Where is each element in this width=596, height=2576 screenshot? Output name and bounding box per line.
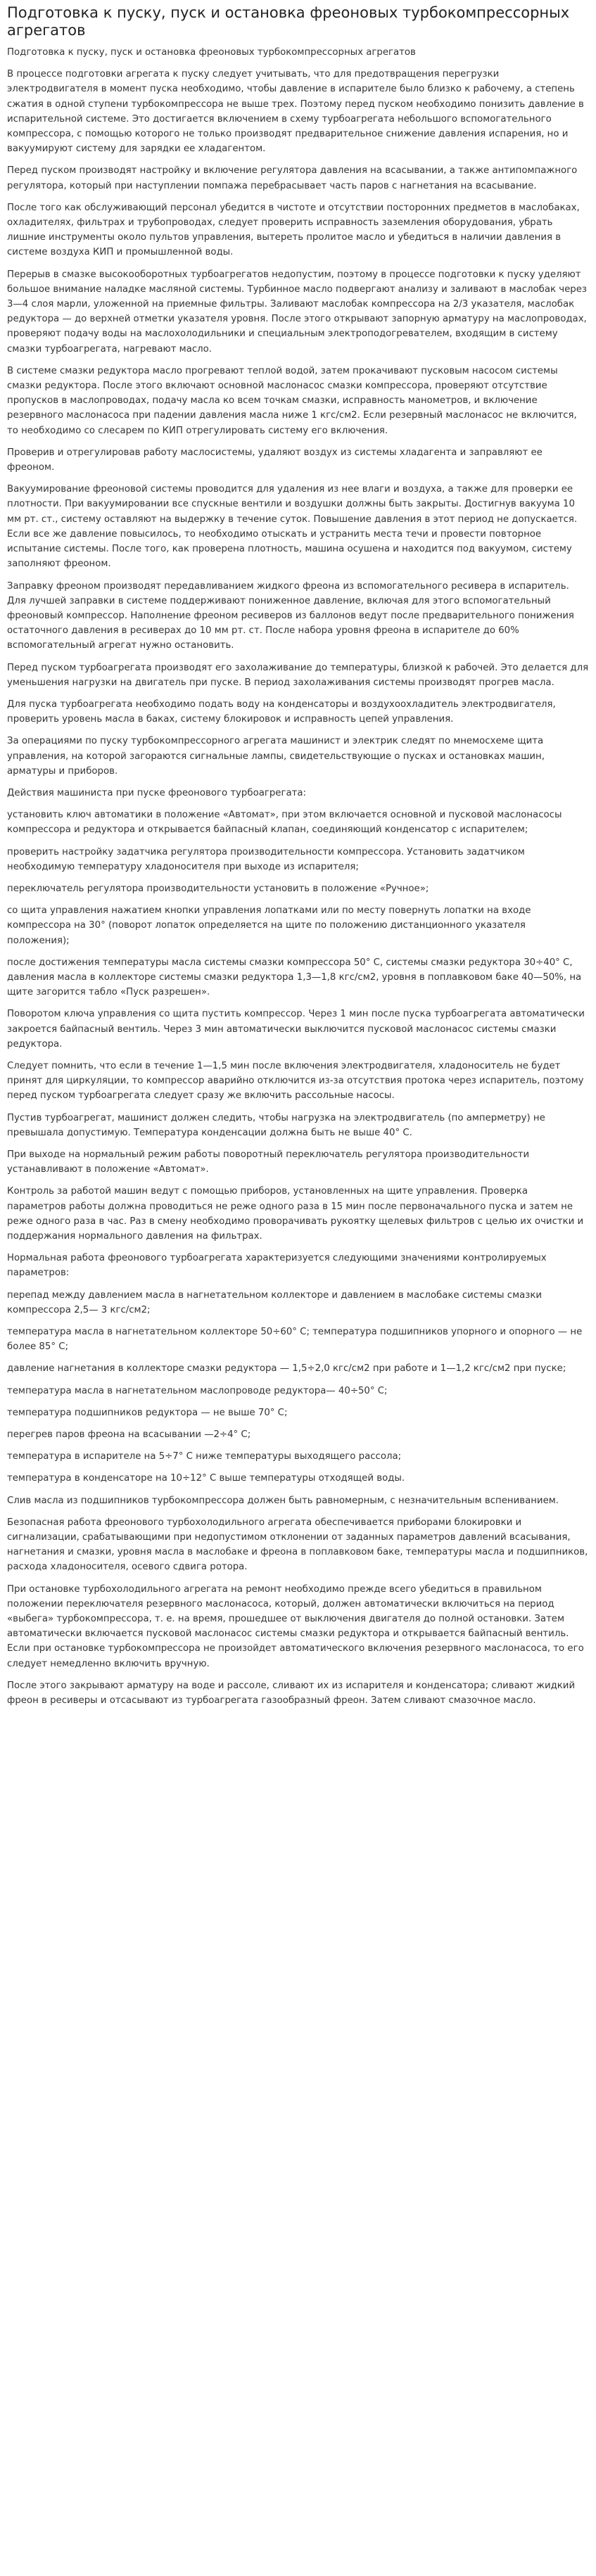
paragraph: Пустив турбоагрегат, машинист должен следить, чтобы нагрузка на электродвигатель (по амперметру) не превышала допустимую. Температура конденсации должна быть не выше 40° С. <box>7 1112 545 1138</box>
paragraph: переключатель регулятора производительности установить в положение «Ручное»; <box>7 883 429 894</box>
article-subtitle: Подготовка к пуску, пуск и остановка фреоновых турбокомпрессорных агрегатов <box>7 47 416 58</box>
article-body <box>7 67 589 1708</box>
paragraph: Перерыв в смазке высокооборотных турбоагрегатов недопустим, поэтому в процессе подготовки к пуску уделяют большое внимание наладке масляной системы. Турбинное масло подвергают анализу и заливают в маслобак через 3—4 слоя марли, уложенной на приемные фильтры. Заливают маслобак компрессора на 2/3 указателя, маслобак редуктора — до верхней отметки указателя уровня. После этого открывают запорную арматуру на маслопроводах, проверяют подачу воды на маслохолодильники и специальным электроподогревателем, входящим в систему смазки турбоагрегата, нагревают масло. <box>7 269 587 355</box>
paragraph: Действия машиниста при пуске фреонового турбоагрегата: <box>7 787 306 798</box>
paragraph: В системе смазки редуктора масло прогревают теплой водой, затем прокачивают пусковым насосом системы смазки редуктора. После этого включают основной маслонасос смазки компрессора, проверяют отсутствие пропусков в маслопроводах, подачу масла ко всем точкам смазки, исправность манометров, и включение резервного маслонасоса при падении давления масла ниже 1 кгс/см2. Если резервный маслонасос не включится, то необходимо со слесарем по КИП отрегулировать систему его включения. <box>7 365 577 436</box>
page-title: Подготовка к пуску, пуск и остановка фреоновых турбокомпрессорных агрегатов <box>7 4 570 39</box>
paragraph: Заправку фреоном производят передавливанием жидкого фреона из вспомогательного ресивера в испаритель. Для лучшей заправки в системе поддерживают пониженное давление, включая для этого вспомогательный фреоновый компрессор. Наполнение фреоном ресиверов из баллонов ведут после предварительного понижения остаточного давления в ресиверах до 10 мм рт. ст. После набора уровня фреона в испарителе до 60% вспомогательный агрегат нужно остановить. <box>7 580 574 651</box>
paragraph: Поворотом ключа управления со щита пустить компрессор. Через 1 мин после пуска турбоагрегата автоматически закроется байпасный вентиль. Через 3 мин автоматически выключится пусковой маслонасос системы смазки редуктора. <box>7 1009 585 1050</box>
paragraph: температура в конденсаторе на 10÷12° С выше температуры отходящей воды. <box>7 1473 405 1484</box>
paragraph: Перед пуском производят настройку и включение регулятора давления на всасывании, а также антипомпажного регулятора, который при наступлении помпажа перебрасывает часть паров с нагнетания на всасывание. <box>7 165 578 191</box>
paragraph: после достижения температуры масла системы смазки компрессора 50° С, системы смазки редуктора 30÷40° С, давления масла в коллекторе системы смазки редуктора 1,3—1,8 кгс/см2, уровня в поплавковом баке 40—50%, на щите загорится табло «Пуск разрешен». <box>7 957 582 998</box>
paragraph: проверить настройку задатчика регулятора производительности компрессора. Установить задатчиком необходимую температуру хладоносителя при выходе из испарителя; <box>7 846 525 872</box>
paragraph: Следует помнить, что если в течение 1—1,5 мин после включения электродвигателя, хладоноситель не будет принят для циркуляции, то компрессор аварийно отключится из-за отсутствия протока через испаритель, поэтому перед пуском турбоагрегата следует сразу же включить рассольные насосы. <box>7 1060 584 1102</box>
paragraph: перегрев паров фреона на всасывании —2÷4° С; <box>7 1429 251 1441</box>
paragraph: температура масла в нагнетательном маслопроводе редуктора— 40÷50° С; <box>7 1385 388 1396</box>
paragraph: За операциями по пуску турбокомпрессорного агрегата машинист и электрик следят по мнемосхеме щита управления, на которой загораются сигнальные лампы, свидетельствующие о пусках и остановках машин, арматуры и приборов. <box>7 736 545 777</box>
paragraph: перепад между давлением масла в нагнетательном коллекторе и давлением в маслобаке системы смазки компрессора 2,5— 3 кгс/см2; <box>7 1289 543 1315</box>
paragraph: Для пуска турбоагрегата необходимо подать воду на конденсаторы и воздухоохладитель электродвигателя, проверить уровень масла в баках, систему блокировок и исправность цепей управления. <box>7 699 556 725</box>
paragraph: Слив масла из подшипников турбокомпрессора должен быть равномерным, с незначительным вспениванием. <box>7 1495 559 1506</box>
paragraph: Контроль за работой машин ведут с помощью приборов, установленных на щите управления. Проверка параметров работы должна проводиться не реже одного раза в 15 мин после первоначального пуска и затем не реже одного раза в час. Раз в смену необходимо проворачивать рукоятку щелевых фильтров с целью их очистки и поддержания нормального давления на фильтрах. <box>7 1186 584 1242</box>
paragraph: При остановке турбохолодильного агрегата на ремонт необходимо прежде всего убедиться в правильном положении переключателя резервного маслонасоса, который, должен автоматически включиться на период «выбега» турбокомпрессора, т. е. на время, прошедшее от выключения двигателя до полной остановки. Затем автоматически включается пусковой маслонасос системы смазки редуктора и открывается байпасный вентиль. Если при остановке турбокомпрессора не произойдет автоматического включения резервного маслонасоса, то его следует немедленно включить вручную. <box>7 1583 584 1669</box>
paragraph: со щита управления нажатием кнопки управления лопатками или по месту повернуть лопатки на входе компрессора на 30° (поворот лопаток определяется на щите по положению дистанционного указателя положения); <box>7 905 531 946</box>
paragraph: В процессе подготовки агрегата к пуску следует учитывать, что для предотвращения перегрузки электродвигателя в момент пуска необходимо, чтобы давление в испарителе было близко к рабочему, а степень сжатия в одной ступени турбокомпрессора не выше трех. Поэтому перед пуском необходимо понизить давление в испарительной системе. Это достигается включением в схему турбоагрегата небольшого вспомогательного компрессора, с помощью которого не только производят предварительное снижение давления испарения, но и вакуумируют систему для зарядки ее хладагентом. <box>7 69 584 155</box>
paragraph: температура масла в нагнетательном коллекторе 50÷60° С; температура подшипников упорного и опорного — не более 85° С; <box>7 1327 583 1353</box>
paragraph: Нормальная работа фреонового турбоагрегата характеризуется следующими значениями контролируемых параметров: <box>7 1253 547 1279</box>
paragraph: После этого закрывают арматуру на воде и рассоле, сливают их из испарителя и конденсатора; сливают жидкий фреон в ресиверы и отсасывают из турбоагрегата газообразный фреон. Затем сливают смазочное масло. <box>7 1680 576 1707</box>
paragraph: температура подшипников редуктора — не выше 70° С; <box>7 1407 288 1418</box>
paragraph: При выходе на нормальный режим работы поворотный переключатель регулятора производительности устанавливают в положение «Автомат». <box>7 1149 530 1175</box>
paragraph: После того как обслуживающий персонал убедится в чистоте и отсутствии посторонних предметов в маслобаках, охладителях, фильтрах и трубопроводах, следует проверить исправность заземления оборудования, убрать лишние инструменты около пультов управления, вытереть пролитое масло и убедиться в наличии давления в системе воздуха КИП и промышленной воды. <box>7 202 580 258</box>
paragraph: Перед пуском турбоагрегата производят его захолаживание до температуры, близкой к рабочей. Это делается для уменьшения нагрузки на двигатель при пуске. В период захолаживания системы производят прогрев масла. <box>7 662 589 688</box>
paragraph: установить ключ автоматики в положение «Автомат», при этом включается основной и пусковой маслонасосы компрессора и редуктора и открывается байпасный клапан, соединяющий конденсатор с испарителем; <box>7 810 562 836</box>
paragraph: Вакуумирование фреоновой системы проводится для удаления из нее влаги и воздуха, а также для проверки ее плотности. При вакуумировании все спускные вентили и воздушки должны быть закрыты. Достигнув вакуума 10 мм рт. ст., систему оставляют на выдержку в течение суток. Повышение давления в этот период не допускается. Если все же давление повысилось, то необходимо отыскать и устранить места течи и провести повторное испытание системы. После того, как проверена плотность, машина осушена и находится под вакуумом, систему заполняют фреоном. <box>7 484 578 570</box>
paragraph: Проверив и отрегулировав работу маслосистемы, удаляют воздух из системы хладагента и заправляют ее фреоном. <box>7 447 543 473</box>
paragraph: давление нагнетания в коллекторе смазки редуктора — 1,5÷2,0 кгс/см2 при работе и 1—1,2 кгс/см2 при пуске; <box>7 1363 566 1375</box>
paragraph: Безопасная работа фреонового турбохолодильного агрегата обеспечивается приборами блокировки и сигнализации, срабатывающими при недопустимом отклонении от заданных параметров давлений всасывания, нагнетания и смазки, уровня масла в маслобаке и фреона в поплавковом баке, температуры масла и подшипников, расхода хладоносителя, осевого сдвига ротора. <box>7 1517 588 1573</box>
paragraph: температура в испарителе на 5÷7° С ниже температуры выходящего рассола; <box>7 1451 402 1462</box>
